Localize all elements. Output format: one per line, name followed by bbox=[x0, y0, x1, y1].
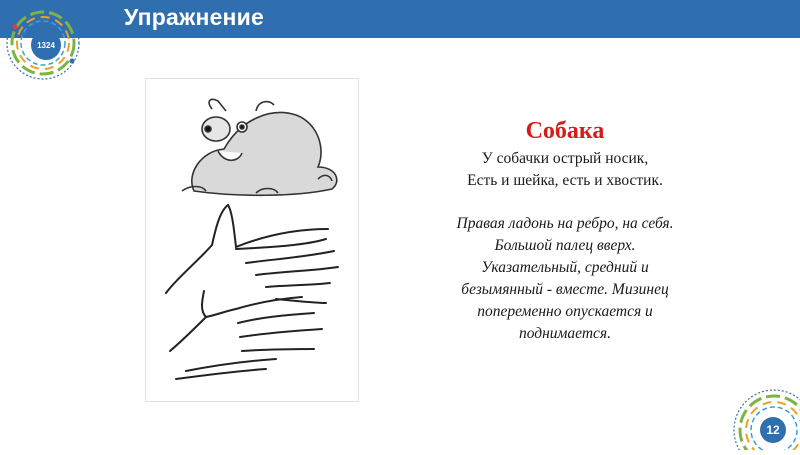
instruction-line: Правая ладонь на ребро, на себя. bbox=[456, 215, 674, 232]
exercise-text bbox=[400, 118, 730, 345]
corner-rings-icon bbox=[722, 376, 800, 450]
poem-line: Есть и шейка, есть и хвостик. bbox=[467, 172, 663, 189]
instruction-line: попеременно опускается и bbox=[477, 303, 653, 320]
logo-badge: 1324 bbox=[31, 30, 61, 60]
spacer bbox=[400, 192, 730, 213]
poem-line: У собачки острый носик, bbox=[481, 150, 649, 167]
header-title: Упражнение bbox=[124, 4, 264, 30]
logo bbox=[4, 4, 82, 82]
instruction-line: безымянный - вместе. Мизинец bbox=[461, 281, 669, 298]
instruction-line: Указательный, средний и bbox=[481, 259, 649, 276]
page-number: 12 bbox=[760, 417, 786, 443]
corner-decoration bbox=[722, 376, 800, 450]
dog-hand-illustration bbox=[145, 78, 359, 402]
instruction-line: Большой палец вверх. bbox=[494, 237, 636, 254]
header-bar bbox=[0, 0, 800, 38]
dog-and-hands-image bbox=[146, 79, 358, 401]
instruction-line: поднимается. bbox=[518, 325, 612, 342]
exercise-title: Собака bbox=[525, 118, 605, 144]
